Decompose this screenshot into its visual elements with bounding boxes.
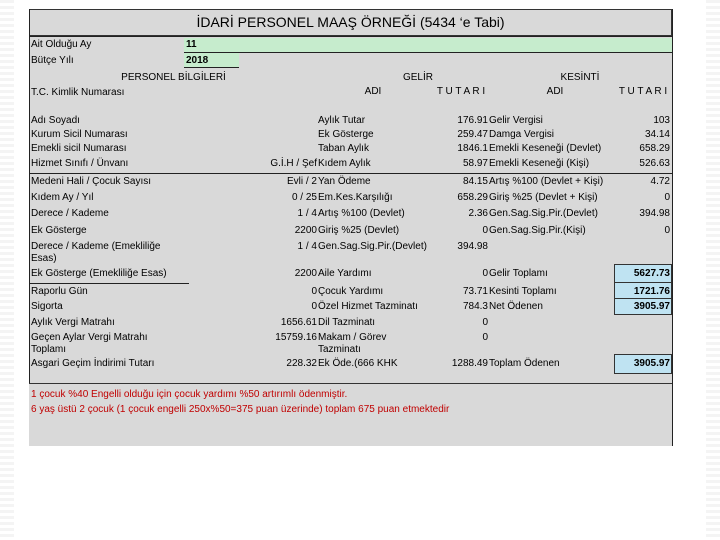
deduction-name-header: ADI [546, 86, 564, 97]
income-amount: 0 [482, 317, 488, 328]
personnel-label: Raporlu Gün [31, 286, 88, 297]
personnel-label: T.C. Kimlik Numarası [31, 87, 125, 98]
deduction-header: KESİNTİ [560, 72, 600, 83]
total-value: 3905.97 [633, 301, 670, 312]
income-amount: 84.15 [462, 176, 488, 187]
divider [184, 67, 239, 68]
deduction-name: Damga Vergisi [489, 129, 555, 140]
personnel-value: G.İ.H / Şef [270, 158, 317, 169]
personnel-label: Kurum Sicil Numarası [31, 129, 128, 140]
note-line: 6 yaş üstü 2 çocuk (1 çocuk engelli 250x%50=375 puan üzerinde) toplam 675 puan etmektedir [31, 404, 450, 415]
page-title: İDARİ PERSONEL MAAŞ ÖRNEĞİ (5434 ‘e Tabi) [29, 9, 672, 36]
income-header: GELİR [402, 72, 433, 83]
income-name: Ek Öde.(666 KHK [318, 358, 398, 369]
deduction-amount: 0 [664, 225, 670, 236]
month-value: 11 [186, 39, 197, 50]
personnel-label: Aylık Vergi Matrahı [31, 317, 115, 328]
deduction-name: Gen.Sag.Sig.Pir.(Devlet) [489, 208, 598, 219]
income-amount: 394.98 [457, 241, 488, 252]
total-label: Toplam Ödenen [489, 358, 560, 369]
total-value: 1721.76 [633, 286, 670, 297]
income-name: Yan Ödeme [318, 176, 371, 187]
total-label: Net Ödenen [489, 301, 543, 312]
month-label: Ait Olduğu Ay [31, 39, 92, 50]
year-value: 2018 [186, 55, 209, 66]
deduction-amount: 4.72 [650, 176, 670, 187]
personnel-label: Derece / Kademe [31, 208, 109, 219]
income-amount: 658.29 [457, 192, 488, 203]
personnel-value: 2200 [294, 268, 317, 279]
deduction-amount: 103 [653, 115, 670, 126]
income-name: Em.Kes.Karşılığı [318, 192, 393, 203]
deduction-name: Gelir Vergisi [489, 115, 543, 126]
income-name: Aylık Tutar [318, 115, 366, 126]
divider [29, 9, 30, 445]
personnel-label: Hizmet Sınıfı / Ünvanı [31, 158, 129, 169]
total-label: Kesinti Toplamı [489, 286, 557, 297]
income-name: Kıdem Aylık [318, 158, 371, 169]
personnel-label: Emekli sicil Numarası [31, 143, 127, 154]
deduction-name: Giriş %25 (Devlet + Kişi) [489, 192, 598, 203]
deduction-name: Emekli Keseneği (Kişi) [489, 158, 590, 169]
income-name: Giriş %25 (Devlet) [318, 225, 400, 236]
income-name: Ek Gösterge [318, 129, 374, 140]
total-value: 3905.97 [633, 358, 670, 369]
month-value-box [184, 38, 672, 52]
note-line: 1 çocuk %40 Engelli olduğu için çocuk yardımı %50 artırımlı ödenmiştir. [31, 389, 348, 400]
divider [29, 173, 672, 174]
personnel-value: Evli / 2 [286, 176, 317, 187]
deduction-name: Gen.Sag.Sig.Pir.(Kişi) [489, 225, 586, 236]
divider [184, 52, 672, 53]
left-frame-decoration [0, 0, 14, 540]
year-label: Bütçe Yılı [31, 55, 74, 66]
personnel-header: PERSONEL BİLGİLERİ [121, 72, 226, 83]
deduction-amount: 526.63 [639, 158, 670, 169]
personnel-label: Kıdem Ay / Yıl [31, 192, 94, 203]
deduction-amount: 658.29 [639, 143, 670, 154]
income-amount: 0 [482, 332, 488, 343]
personnel-label: Ek Gösterge [31, 225, 87, 236]
income-name: Artış %100 (Devlet) [318, 208, 405, 219]
income-amount-header: T U T A R I [436, 86, 486, 97]
deduction-amount: 394.98 [639, 208, 670, 219]
personnel-label: Medeni Hali / Çocuk Sayısı [31, 176, 152, 187]
divider [29, 283, 189, 284]
personnel-value: 0 [311, 301, 317, 312]
total-label: Gelir Toplamı [489, 268, 548, 279]
income-name: Çocuk Yardımı [318, 286, 384, 297]
personnel-label: Sigorta [31, 301, 63, 312]
income-amount: 784.3 [462, 301, 488, 312]
personnel-label: Geçen Aylar Vergi Matrahı Toplamı [31, 332, 148, 355]
deduction-amount: 34.14 [644, 129, 670, 140]
personnel-value: 1656.61 [280, 317, 317, 328]
deduction-name: Emekli Keseneği (Devlet) [489, 143, 602, 154]
right-frame-decoration [706, 0, 720, 540]
divider [672, 9, 673, 445]
personnel-value: 15759.16 [275, 332, 317, 343]
total-value: 5627.73 [633, 268, 670, 279]
personnel-value: 0 / 25 [291, 192, 317, 203]
divider [29, 36, 672, 37]
income-name: Taban Aylık [318, 143, 369, 154]
income-name: Makam / Görev Tazminatı [318, 332, 387, 355]
income-amount: 1288.49 [451, 358, 488, 369]
personnel-value: 0 [311, 286, 317, 297]
income-name: Aile Yardımı [318, 268, 372, 279]
personnel-value: 2200 [294, 225, 317, 236]
income-amount: 176.91 [457, 115, 488, 126]
income-name: Gen.Sag.Sig.Pir.(Devlet) [318, 241, 427, 252]
personnel-label: Adı Soyadı [31, 115, 80, 126]
personnel-value: 1 / 4 [297, 241, 317, 252]
personnel-label: Ek Gösterge (Emekliliğe Esas) [31, 268, 167, 279]
personnel-value: 228.32 [286, 358, 317, 369]
income-amount: 73.71 [462, 286, 488, 297]
income-name: Özel Hizmet Tazminatı [318, 301, 418, 312]
income-amount: 0 [482, 225, 488, 236]
income-name: Dil Tazminatı [318, 317, 376, 328]
personnel-label: Asgari Geçim İndirimi Tutarı [31, 358, 155, 369]
income-amount: 259.47 [457, 129, 488, 140]
income-name-header: ADI [364, 86, 382, 97]
deduction-amount-header: T U T A R I [618, 86, 668, 97]
income-amount: 0 [482, 268, 488, 279]
deduction-name: Artış %100 (Devlet + Kişi) [489, 176, 604, 187]
income-amount: 2.36 [468, 208, 488, 219]
deduction-amount: 0 [664, 192, 670, 203]
income-amount: 1846.1 [457, 143, 488, 154]
personnel-label: Derece / Kademe (Emekliliğe Esas) [31, 241, 161, 264]
personnel-value: 1 / 4 [297, 208, 317, 219]
income-amount: 58.97 [462, 158, 488, 169]
